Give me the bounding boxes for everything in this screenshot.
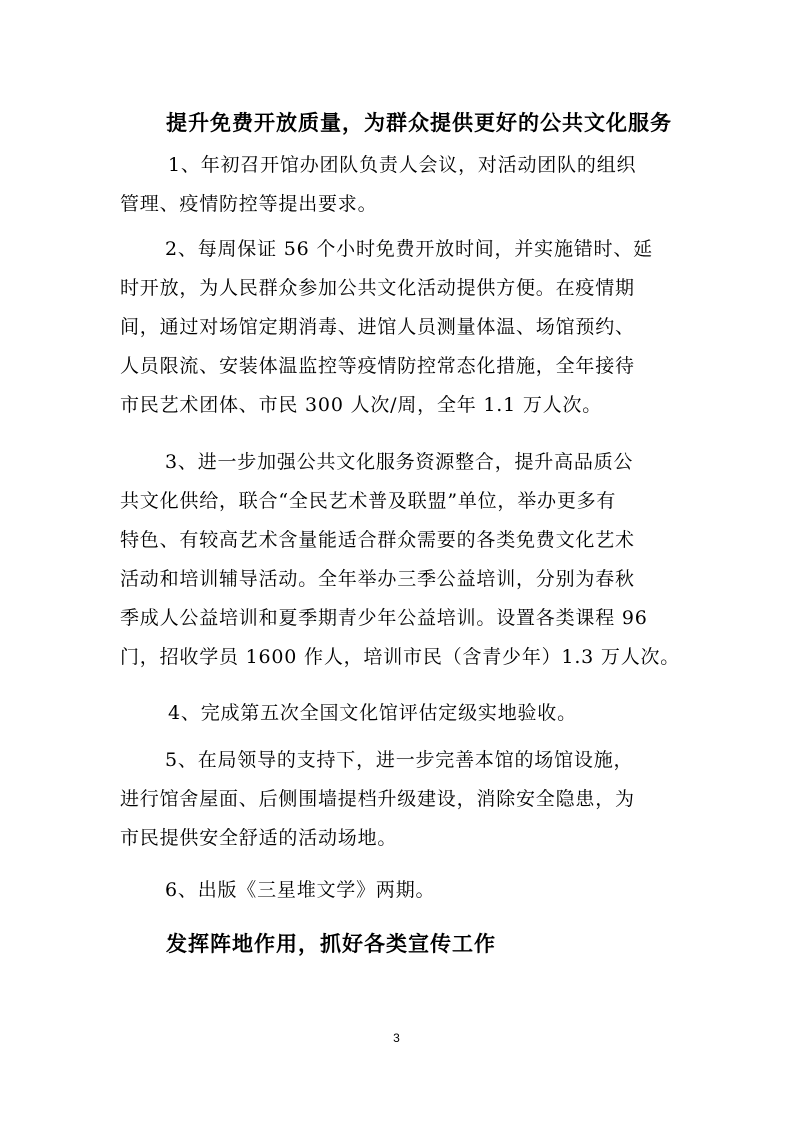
paragraph-line: 2、每周保证 56 个小时免费开放时间，并实施错时、延: [165, 238, 653, 260]
paragraph-line: 市民提供安全舒适的活动场地。: [120, 827, 398, 849]
paragraph-line: 特色、有较高艺术含量能适合群众需要的各类免费文化艺术: [120, 529, 635, 551]
section-heading: 发挥阵地作用，抓好各类宣传工作: [166, 931, 496, 956]
paragraph-line: 活动和培训辅导活动。全年举办三季公益培训，分别为春秋: [120, 568, 635, 590]
paragraph-line: 共文化供给，联合“全民艺术普及联盟”单位，举办更多有: [120, 490, 617, 512]
paragraph-4: [120, 694, 675, 733]
paragraph-line: 6、出版《三星堆文学》两期。: [165, 879, 436, 901]
paragraph-1: [120, 146, 675, 224]
paragraph-line: 进行馆舍屋面、后侧围墙提档升级建设，消除安全隐患，为: [120, 788, 635, 810]
paragraph-line: 3、进一步加强公共文化服务资源整合，提升高品质公: [165, 451, 634, 473]
paragraph-line: 间，通过对场馆定期消毒、进馆人员测量体温、场馆预约、: [120, 316, 635, 338]
paragraph-3: [120, 443, 681, 677]
paragraph-line: 4、完成第五次全国文化馆评估定级实地验收。: [168, 702, 577, 724]
paragraph-line: 季成人公益培训和夏季期青少年公益培训。设置各类课程 96: [120, 607, 648, 629]
paragraph-line: 门，招收学员 1600 作人，培训市民（含青少年）1.3 万人次。: [120, 646, 681, 668]
paragraph-line: 5、在局领导的支持下，进一步完善本馆的场馆设施，: [165, 749, 634, 771]
paragraph-line: 管理、疫情防控等提出要求。: [120, 193, 378, 215]
paragraph-2: [120, 230, 675, 425]
page-number: 3: [393, 1031, 400, 1045]
paragraph-5: [120, 741, 675, 858]
paragraph-line: 时开放，为人民群众参加公共文化活动提供方便。在疫情期: [120, 277, 635, 299]
paragraph-line: 人员限流、安装体温监控等疫情防控常态化措施，全年接待: [120, 355, 635, 377]
section-heading: 提升免费开放质量，为群众提供更好的公共文化服务: [166, 110, 672, 135]
paragraph-line: 1、年初召开馆办团队负责人会议，对活动团队的组织: [168, 154, 637, 176]
paragraph-line: 市民艺术团体、市民 300 人次/周，全年 1.1 万人次。: [120, 394, 603, 416]
paragraph-6: [120, 871, 675, 910]
